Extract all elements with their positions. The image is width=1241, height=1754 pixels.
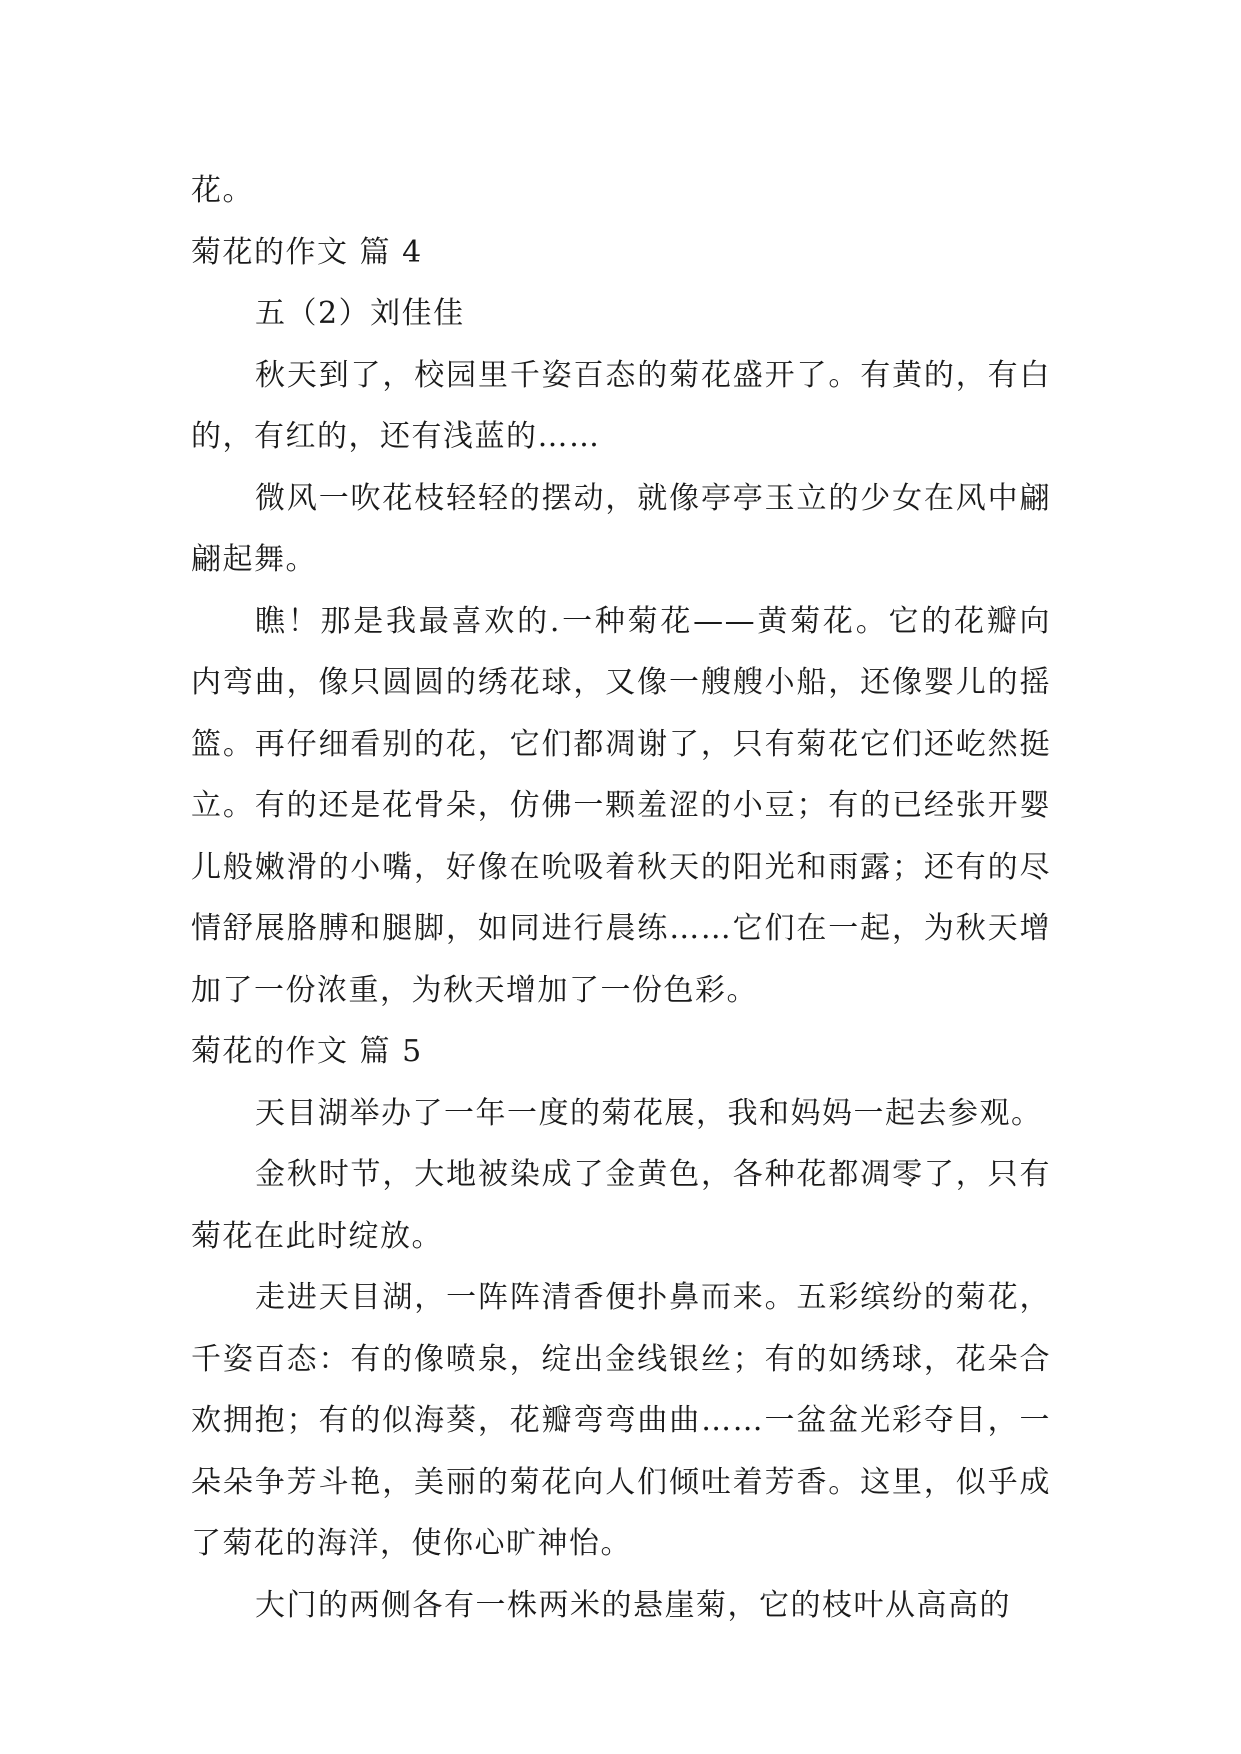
- section-heading-5: 菊花的作文 篇 5: [191, 1034, 423, 1069]
- document-body: [191, 160, 1051, 1636]
- paragraph: 金秋时节，大地被染成了金黄色，各种花都凋零了，只有菊花在此时绽放。: [191, 1157, 1051, 1254]
- author-line: 五（2）刘佳佳: [255, 296, 465, 331]
- paragraph: 走进天目湖，一阵阵清香便扑鼻而来。五彩缤纷的菊花，千姿百态：有的像喷泉，绽出金线银丝；有的如绣球，花朵合欢拥抱；有的似海葵，花瓣弯弯曲曲……一盆盆光彩夺目，一朵朵争芳斗艳，美丽的菊花向人们倾吐着芳香。这里，似乎成了菊花的海洋，使你心旷神怡。: [191, 1280, 1051, 1561]
- paragraph: 微风一吹花枝轻轻的摆动，就像亭亭玉立的少女在风中翩翩起舞。: [191, 480, 1051, 577]
- paragraph: 瞧！那是我最喜欢的.一种菊花——黄菊花。它的花瓣向内弯曲，像只圆圆的绣花球，又像一艘艘小船，还像婴儿的摇篮。再仔细看别的花，它们都凋谢了，只有菊花它们还屹然挺立。有的还是花骨朵，仿佛一颗羞涩的小豆；有的已经张开婴儿般嫩滑的小嘴，好像在吮吸着秋天的阳光和雨露；还有的尽情舒展胳膊和腿脚，如同进行晨练……它们在一起，为秋天增加了一份浓重，为秋天增加了一份色彩。: [191, 603, 1051, 1008]
- section-heading-4: 菊花的作文 篇 4: [191, 234, 423, 270]
- paragraph: 天目湖举办了一年一度的菊花展，我和妈妈一起去参观。: [255, 1095, 1043, 1131]
- paragraph: 秋天到了，校园里千姿百态的菊花盛开了。有黄的，有白的，有红的，还有浅蓝的……: [191, 357, 1051, 454]
- paragraph: 大门的两侧各有一株两米的悬崖菊，它的枝叶从高高的: [255, 1587, 1011, 1623]
- paragraph-continued: 花。: [191, 173, 254, 208]
